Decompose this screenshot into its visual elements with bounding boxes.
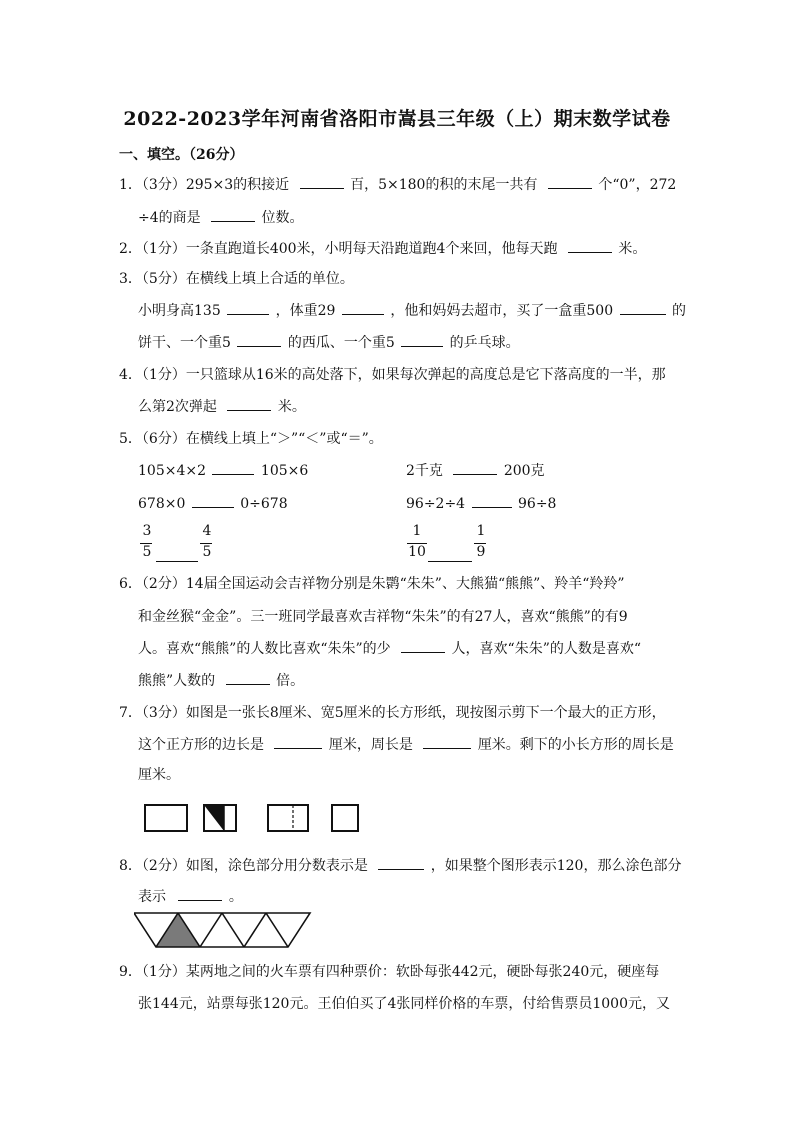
question-6-line-3 <box>138 640 641 658</box>
q6-text-d: 倍。 <box>276 673 305 689</box>
answer-blank[interactable] <box>300 176 344 189</box>
question-1-line-1 <box>119 176 676 194</box>
answer-blank[interactable] <box>156 561 198 562</box>
q1-text-a: 1．（3分）295×3的积接近 <box>119 177 290 193</box>
question-6-line-4 <box>138 672 304 690</box>
q2-text-b: 米。 <box>618 241 647 257</box>
answer-blank[interactable] <box>401 334 443 347</box>
question-4-line-1: 4．（1分）一只篮球从16米的高处落下，如果每次弹起的高度总是它下落高度的一半，那 <box>119 367 666 383</box>
folded-rectangle <box>204 805 236 831</box>
q8-text-b: ，如果整个图形表示120，那么涂色部分 <box>430 858 682 874</box>
answer-blank[interactable] <box>237 334 281 347</box>
denominator: 9 <box>476 544 486 560</box>
question-8-line-1 <box>119 857 681 875</box>
question-2 <box>119 240 646 258</box>
q5-expr: 96÷8 <box>518 496 557 512</box>
q8-text-c: 表示 <box>138 889 166 905</box>
answer-blank[interactable] <box>212 462 254 475</box>
answer-blank[interactable] <box>401 640 445 653</box>
original-rectangle <box>145 805 187 831</box>
answer-blank[interactable] <box>227 302 269 315</box>
answer-blank[interactable] <box>226 672 270 685</box>
q5-expr: 105×4×2 <box>138 463 206 479</box>
q3-text-g: 的乒乓球。 <box>449 335 520 351</box>
question-7-line-3: 厘米。 <box>138 767 180 783</box>
q3-text-a: 小明身高135 <box>138 303 221 319</box>
q5-item-4 <box>406 495 556 513</box>
q6-text-b: 人，喜欢“朱朱”的人数是喜欢“ <box>451 641 642 657</box>
question-7-line-1: 7．（3分）如图是一张长8厘米、宽5厘米的长方形纸，现按图示剪下一个最大的正方形， <box>119 705 666 721</box>
q1-text-e: 位数。 <box>261 210 304 226</box>
cut-square <box>332 805 358 831</box>
q2-text-a: 2．（1分）一条直跑道长400米，小明每天沿跑道跑4个来回，他每天跑 <box>119 241 558 257</box>
q7-text-b: 厘米，周长是 <box>328 737 413 753</box>
question-6-line-1: 6．（2分）14届全国运动会吉祥物分别是朱鹮“朱朱”、大熊猫“熊熊”、羚羊“羚羚” <box>119 576 625 592</box>
question-3-stem: 3．（5分）在横线上填上合适的单位。 <box>119 271 354 287</box>
q7-text-a: 这个正方形的边长是 <box>138 737 264 753</box>
answer-blank[interactable] <box>274 736 322 749</box>
answer-blank[interactable] <box>548 176 592 189</box>
rectangle-cut-figure <box>140 800 380 836</box>
answer-blank[interactable] <box>423 736 471 749</box>
shaded-triangle <box>156 913 200 947</box>
section-heading: 一、填空。（26分） <box>119 147 244 163</box>
rectangle-with-cut-line <box>268 805 308 831</box>
answer-blank[interactable] <box>342 302 384 315</box>
question-7-line-2 <box>138 736 674 754</box>
q5-expr: 678×0 <box>138 496 186 512</box>
answer-blank[interactable] <box>192 495 234 508</box>
question-9-line-2: 张144元，站票每张120元。王伯伯买了4张同样价格的车票，付给售票员1000元，又 <box>138 996 670 1012</box>
q3-text-b: ，体重29 <box>275 303 336 319</box>
q1-text-d: ÷4的商是 <box>138 210 201 226</box>
answer-blank[interactable] <box>453 462 497 475</box>
answer-blank[interactable] <box>472 495 512 508</box>
question-4-line-2 <box>138 398 306 416</box>
question-3-line-1 <box>138 302 686 320</box>
numerator: 1 <box>412 523 422 539</box>
answer-blank[interactable] <box>428 561 472 562</box>
q3-text-e: 饼干、一个重5 <box>138 335 231 351</box>
q1-text-c: 个“0”，272 <box>598 177 677 193</box>
q5-expr: 105×6 <box>260 463 309 479</box>
denominator: 5 <box>142 544 152 560</box>
q6-text-a: 人。喜欢“熊熊”的人数比喜欢“朱朱”的少 <box>138 641 391 657</box>
question-9-line-1: 9．（1分）某两地之间的火车票有四种票价：软卧每张442元，硬卧每张240元，硬座每 <box>119 964 660 980</box>
q5-expr: 96÷2÷4 <box>406 496 466 512</box>
answer-blank[interactable] <box>211 209 255 222</box>
q7-text-c: 厘米。剩下的小长方形的周长是 <box>477 737 674 753</box>
q4-text-a: 么第2次弹起 <box>138 399 217 415</box>
q3-text-c: ，他和妈妈去超市，买了一盒重500 <box>390 303 614 319</box>
page-title: 2022-2023学年河南省洛阳市嵩县三年级（上）期末数学试卷 <box>123 108 671 130</box>
q8-text-a: 8．（2分）如图，涂色部分用分数表示是 <box>119 858 368 874</box>
numerator: 4 <box>202 523 212 539</box>
q6-text-c: 熊熊”人数的 <box>138 673 216 689</box>
numerator: 1 <box>476 523 486 539</box>
q4-text-b: 米。 <box>277 399 306 415</box>
triangle-strip-figure <box>134 910 314 952</box>
q5-item-3 <box>138 495 288 513</box>
denominator: 5 <box>202 544 212 560</box>
question-1-line-2 <box>138 209 304 227</box>
answer-blank[interactable] <box>227 398 271 411</box>
question-8-line-2 <box>138 888 243 906</box>
question-3-line-2 <box>138 334 520 352</box>
answer-blank[interactable] <box>620 302 666 315</box>
answer-blank[interactable] <box>378 857 424 870</box>
q1-text-b: 百，5×180的积的末尾一共有 <box>350 177 538 193</box>
q8-text-d: 。 <box>228 889 243 905</box>
q3-text-d: 的 <box>672 303 687 319</box>
q5-item-2 <box>406 462 545 480</box>
q5-expr: 0÷678 <box>240 496 288 512</box>
q5-item-1 <box>138 462 308 480</box>
numerator: 3 <box>142 523 152 539</box>
question-5-stem: 5．（6分）在横线上填上“＞”“＜”或“＝”。 <box>119 431 383 447</box>
answer-blank[interactable] <box>178 888 222 901</box>
answer-blank[interactable] <box>568 240 612 253</box>
q5-expr: 2千克 <box>406 463 443 479</box>
q3-text-f: 的西瓜、一个重5 <box>287 335 395 351</box>
denominator: 10 <box>408 544 426 560</box>
question-6-line-2: 和金丝猴“金金”。三一班同学最喜欢吉祥物“朱朱”的有27人，喜欢“熊熊”的有9 <box>138 609 628 625</box>
q5-expr: 200克 <box>503 463 545 479</box>
